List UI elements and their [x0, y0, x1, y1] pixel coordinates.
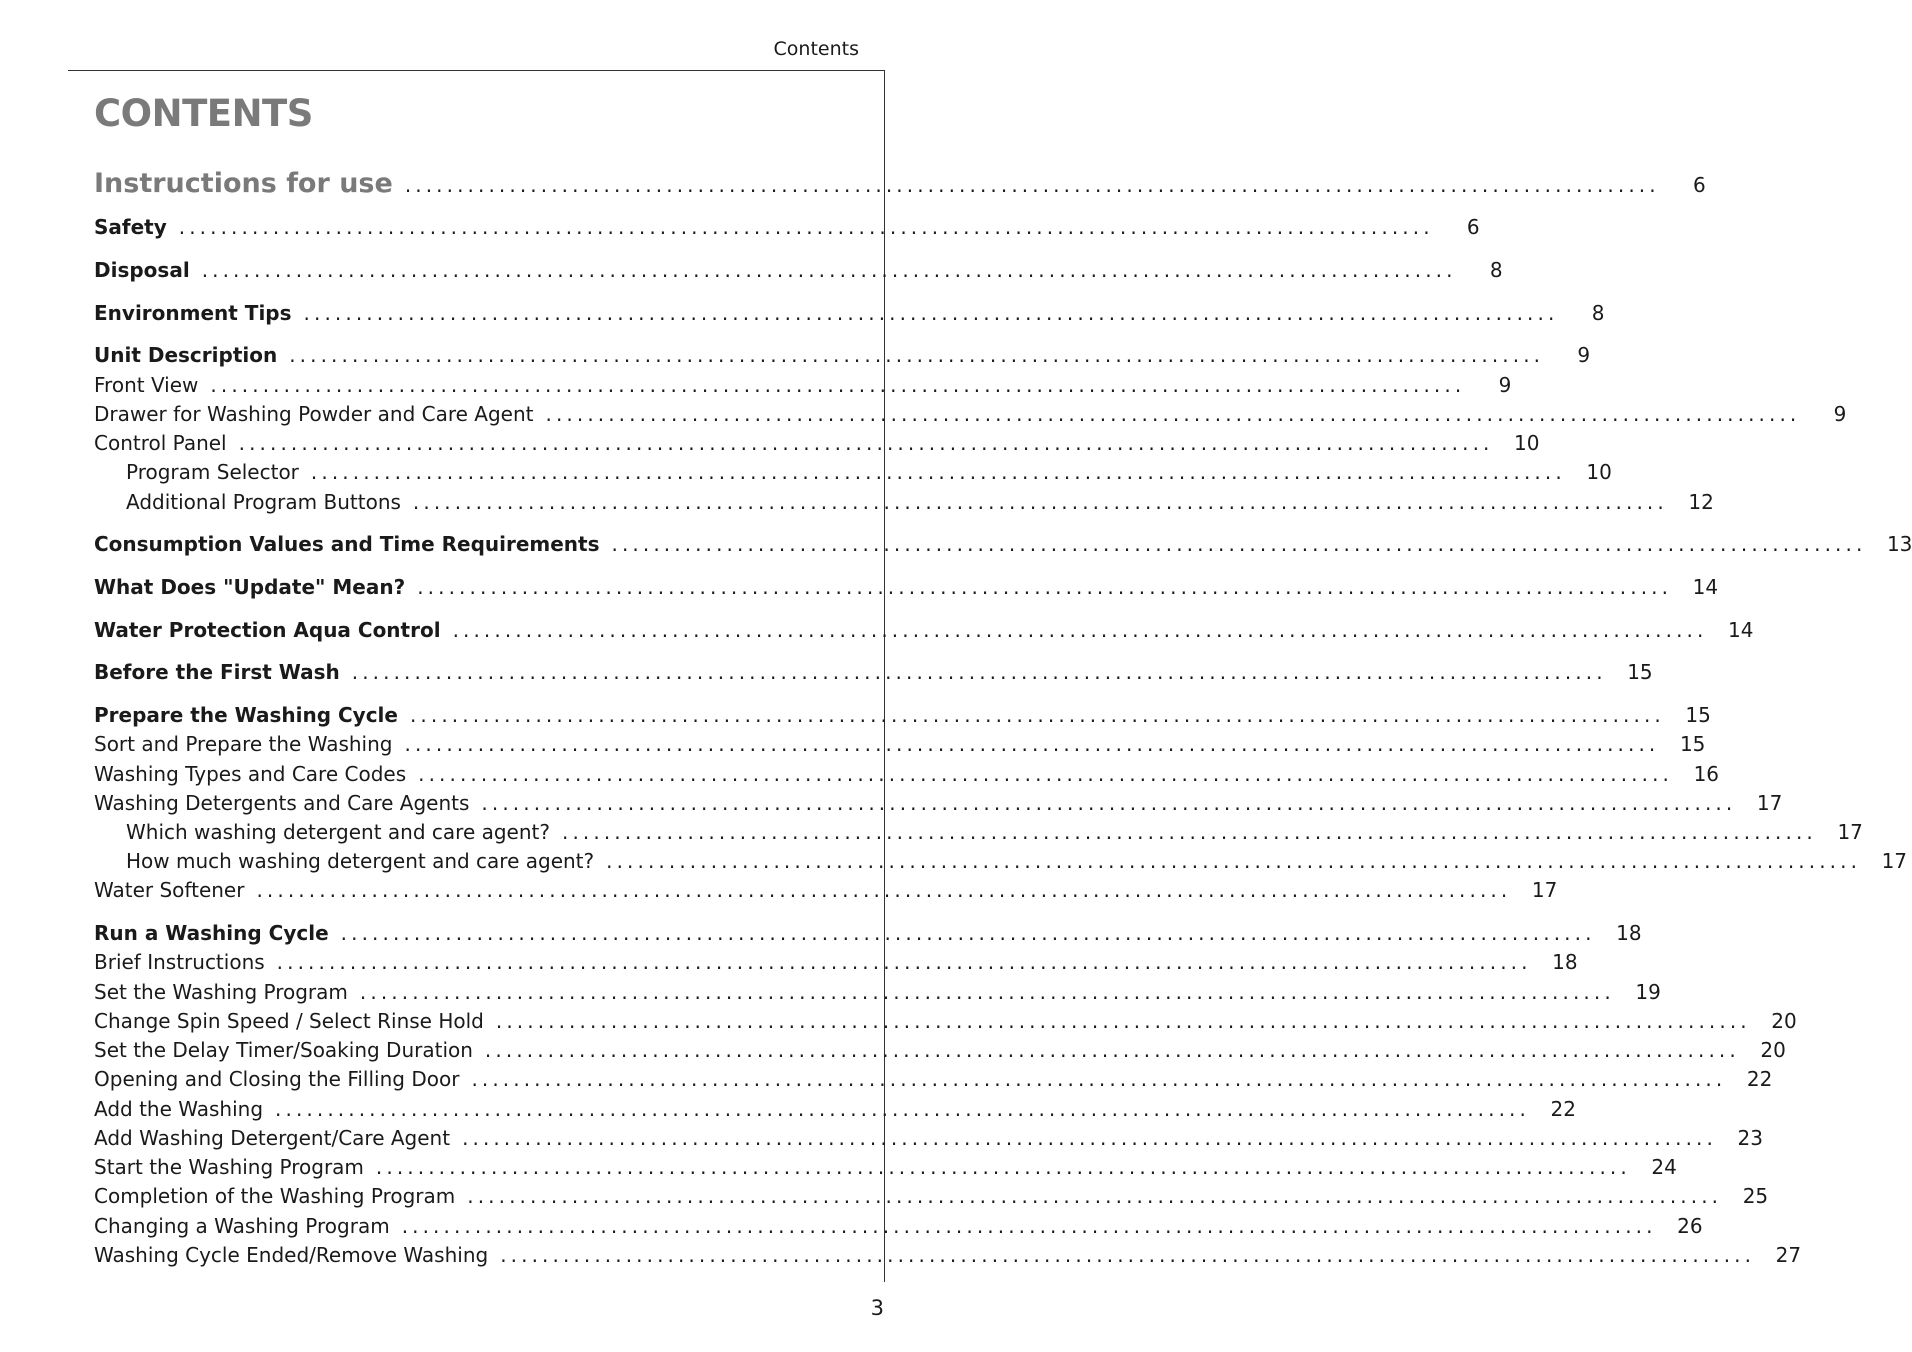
toc-entry[interactable] [94, 921, 1642, 951]
toc-entry-page: 10 [1514, 431, 1540, 455]
toc-entry-page: 17 [1881, 849, 1908, 873]
toc-entry-label: Which washing detergent and care agent? [126, 820, 550, 844]
toc-entry-label: Prepare the Washing Cycle [94, 703, 398, 727]
toc-entry[interactable] [94, 618, 1754, 648]
leader-dots: ........................................................................................................................ [467, 1184, 1723, 1208]
header-rule [68, 70, 885, 71]
toc-entry[interactable] [94, 762, 1720, 792]
toc-entry[interactable] [94, 1184, 1769, 1214]
toc-entry-label: Opening and Closing the Filling Door [94, 1067, 460, 1091]
running-head: Contents [773, 38, 859, 60]
toc-entry[interactable] [94, 980, 1661, 1010]
toc-entry[interactable] [94, 490, 1714, 520]
leader-dots: ........................................................................................................................ [359, 980, 1615, 1004]
toc-entry[interactable] [94, 849, 1908, 879]
toc-entry[interactable] [94, 373, 1512, 403]
toc-entry-page: 10 [1586, 460, 1612, 484]
toc-entry-label: Set the Delay Timer/Soaking Duration [94, 1038, 473, 1062]
toc-entry-page: 18 [1552, 950, 1578, 974]
toc-entry-page: 25 [1742, 1184, 1769, 1208]
toc-entry-page: 15 [1679, 732, 1706, 756]
toc-entry-label: Add Washing Detergent/Care Agent [94, 1126, 451, 1150]
toc-entry-label: Consumption Values and Time Requirements [94, 532, 600, 556]
leader-dots: ........................................................................................................................ [471, 1067, 1727, 1091]
toc-entry-label: Add the Washing [94, 1097, 264, 1121]
toc-entry-page: 26 [1677, 1214, 1703, 1238]
toc-entry-label: Completion of the Washing Program [94, 1184, 456, 1208]
toc-entry-label: Washing Types and Care Codes [94, 762, 407, 786]
toc-entry[interactable] [94, 431, 1540, 461]
toc-entry[interactable] [94, 791, 1783, 821]
toc-entry-page: 17 [1531, 878, 1558, 902]
toc-entry-label: Additional Program Buttons [126, 490, 401, 514]
toc-entry[interactable] [94, 402, 1847, 432]
toc-entry[interactable] [94, 258, 1503, 288]
toc-entry[interactable] [94, 1155, 1677, 1185]
toc-entry-page: 14 [1692, 575, 1719, 599]
leader-dots: ........................................................................................................................ [500, 1243, 1756, 1267]
leader-dots: ........................................................................................................................ [412, 490, 1668, 514]
leader-dots: ........................................................................................................................ [238, 431, 1494, 455]
leader-dots: ........................................................................................................................ [276, 950, 1532, 974]
leader-dots: ........................................................................................................................ [340, 921, 1596, 945]
leader-dots: ........................................................................................................................ [481, 791, 1737, 815]
toc-entry-label: Change Spin Speed / Select Rinse Hold [94, 1009, 484, 1033]
leader-dots: ........................................................................................................................ [562, 820, 1817, 844]
leader-dots: ........................................................................................................................ [401, 1214, 1657, 1238]
leader-dots: ........................................................................................................................ [375, 1155, 1631, 1179]
toc-entry-page: 27 [1775, 1243, 1802, 1267]
toc-entry-page: 16 [1693, 762, 1720, 786]
leader-dots: ........................................................................................................................ [606, 849, 1862, 873]
toc-entry-label: Instructions for use [94, 168, 393, 199]
toc-entry-label: Brief Instructions [94, 950, 265, 974]
toc-entry-page: 12 [1688, 490, 1714, 514]
toc-entry-label: Environment Tips [94, 301, 292, 325]
leader-dots: ........................................................................................................................ [462, 1126, 1717, 1150]
toc-entry-page: 14 [1728, 618, 1754, 642]
toc-entry-page: 24 [1651, 1155, 1677, 1179]
toc-entry-label: Washing Detergents and Care Agents [94, 791, 470, 815]
toc-entry-page: 20 [1771, 1009, 1797, 1033]
toc-entry-page: 8 [1591, 301, 1605, 325]
toc-entry-label: Sort and Prepare the Washing [94, 732, 393, 756]
leader-dots: ........................................................................................................................ [178, 215, 1434, 239]
toc-entry-label: Safety [94, 215, 167, 239]
toc-entry[interactable] [94, 1126, 1763, 1156]
leader-dots: ........................................................................................................................ [417, 575, 1673, 599]
leader-dots: ........................................................................................................................ [351, 660, 1607, 684]
toc-entry-label: Front View [94, 373, 199, 397]
leader-dots: ........................................................................................................................ [611, 532, 1867, 556]
toc-entry-label: Washing Cycle Ended/Remove Washing [94, 1243, 489, 1267]
toc-entry[interactable] [94, 301, 1605, 331]
toc-entry-page: 17 [1837, 820, 1863, 844]
toc-entry[interactable] [94, 1009, 1797, 1039]
toc-entry-page: 18 [1616, 921, 1642, 945]
leader-dots: ........................................................................................................................ [310, 460, 1566, 484]
toc-entry[interactable] [94, 1038, 1786, 1068]
toc-entry[interactable] [94, 660, 1653, 690]
toc-entry-page: 9 [1577, 343, 1591, 367]
toc-entry-label: Disposal [94, 258, 190, 282]
toc-entry-label: Program Selector [126, 460, 299, 484]
toc-entry[interactable] [94, 878, 1558, 908]
toc-entry-label: Water Softener [94, 878, 245, 902]
toc-entry[interactable] [94, 1243, 1802, 1273]
toc-entry[interactable] [94, 732, 1706, 762]
leader-dots: ........................................................................................................................ [404, 173, 1660, 197]
leader-dots: ........................................................................................................................ [404, 732, 1660, 756]
toc-entry-page: 6 [1466, 215, 1480, 239]
leader-dots: ........................................................................................................................ [210, 373, 1466, 397]
leader-dots: ........................................................................................................................ [256, 878, 1512, 902]
toc-entry-label: Start the Washing Program [94, 1155, 364, 1179]
toc-entry-label: Run a Washing Cycle [94, 921, 329, 945]
toc-entry-page: 8 [1489, 258, 1503, 282]
toc-entry-label: Drawer for Washing Powder and Care Agent [94, 402, 534, 426]
toc-entry[interactable] [94, 703, 1711, 733]
leader-dots: ........................................................................................................................ [201, 258, 1457, 282]
toc-entry-page: 19 [1635, 980, 1661, 1004]
toc-entry-label: Before the First Wash [94, 660, 340, 684]
toc-entry[interactable] [94, 168, 1706, 199]
toc-entry-page: 13 [1886, 532, 1912, 556]
toc-entry-label: Water Protection Aqua Control [94, 618, 441, 642]
toc-entry[interactable] [94, 575, 1719, 605]
toc-entry-page: 9 [1833, 402, 1847, 426]
toc-entry-label: How much washing detergent and care agent? [126, 849, 595, 873]
toc-entry[interactable] [94, 950, 1578, 980]
leader-dots: ........................................................................................................................ [303, 301, 1559, 325]
toc-entry[interactable] [94, 820, 1863, 850]
toc-entry[interactable] [94, 1097, 1576, 1127]
leader-dots: ........................................................................................................................ [275, 1097, 1530, 1121]
toc-entry[interactable] [94, 532, 1912, 562]
page-number: 3 [870, 1296, 884, 1320]
toc-entry-label: Unit Description [94, 343, 278, 367]
toc-entry[interactable] [94, 460, 1612, 490]
leader-dots: ........................................................................................................................ [289, 343, 1545, 367]
toc-entry-page: 22 [1550, 1097, 1576, 1121]
toc-entry-page: 23 [1737, 1126, 1763, 1150]
toc-entry-label: What Does "Update" Mean? [94, 575, 406, 599]
toc-entry-label: Set the Washing Program [94, 980, 348, 1004]
toc-entry[interactable] [94, 1067, 1773, 1097]
toc-entry-label: Control Panel [94, 431, 227, 455]
toc-entry-page: 17 [1756, 791, 1783, 815]
leader-dots: ........................................................................................................................ [545, 402, 1801, 426]
toc-entry-page: 6 [1692, 173, 1706, 197]
toc-entry[interactable] [94, 215, 1480, 245]
toc-entry-page: 20 [1760, 1038, 1786, 1062]
toc-entry-page: 22 [1746, 1067, 1773, 1091]
leader-dots: ........................................................................................................................ [495, 1009, 1751, 1033]
toc-entry-label: Changing a Washing Program [94, 1214, 390, 1238]
leader-dots: ........................................................................................................................ [418, 762, 1674, 786]
toc-entry-page: 15 [1685, 703, 1711, 727]
page-title: CONTENTS [94, 92, 313, 135]
leader-dots: ........................................................................................................................ [452, 618, 1708, 642]
leader-dots: ........................................................................................................................ [484, 1038, 1740, 1062]
leader-dots: ........................................................................................................................ [409, 703, 1665, 727]
toc-entry[interactable] [94, 343, 1591, 373]
toc-entry-page: 9 [1498, 373, 1512, 397]
toc-entry-page: 15 [1627, 660, 1653, 684]
toc-entry[interactable] [94, 1214, 1703, 1244]
